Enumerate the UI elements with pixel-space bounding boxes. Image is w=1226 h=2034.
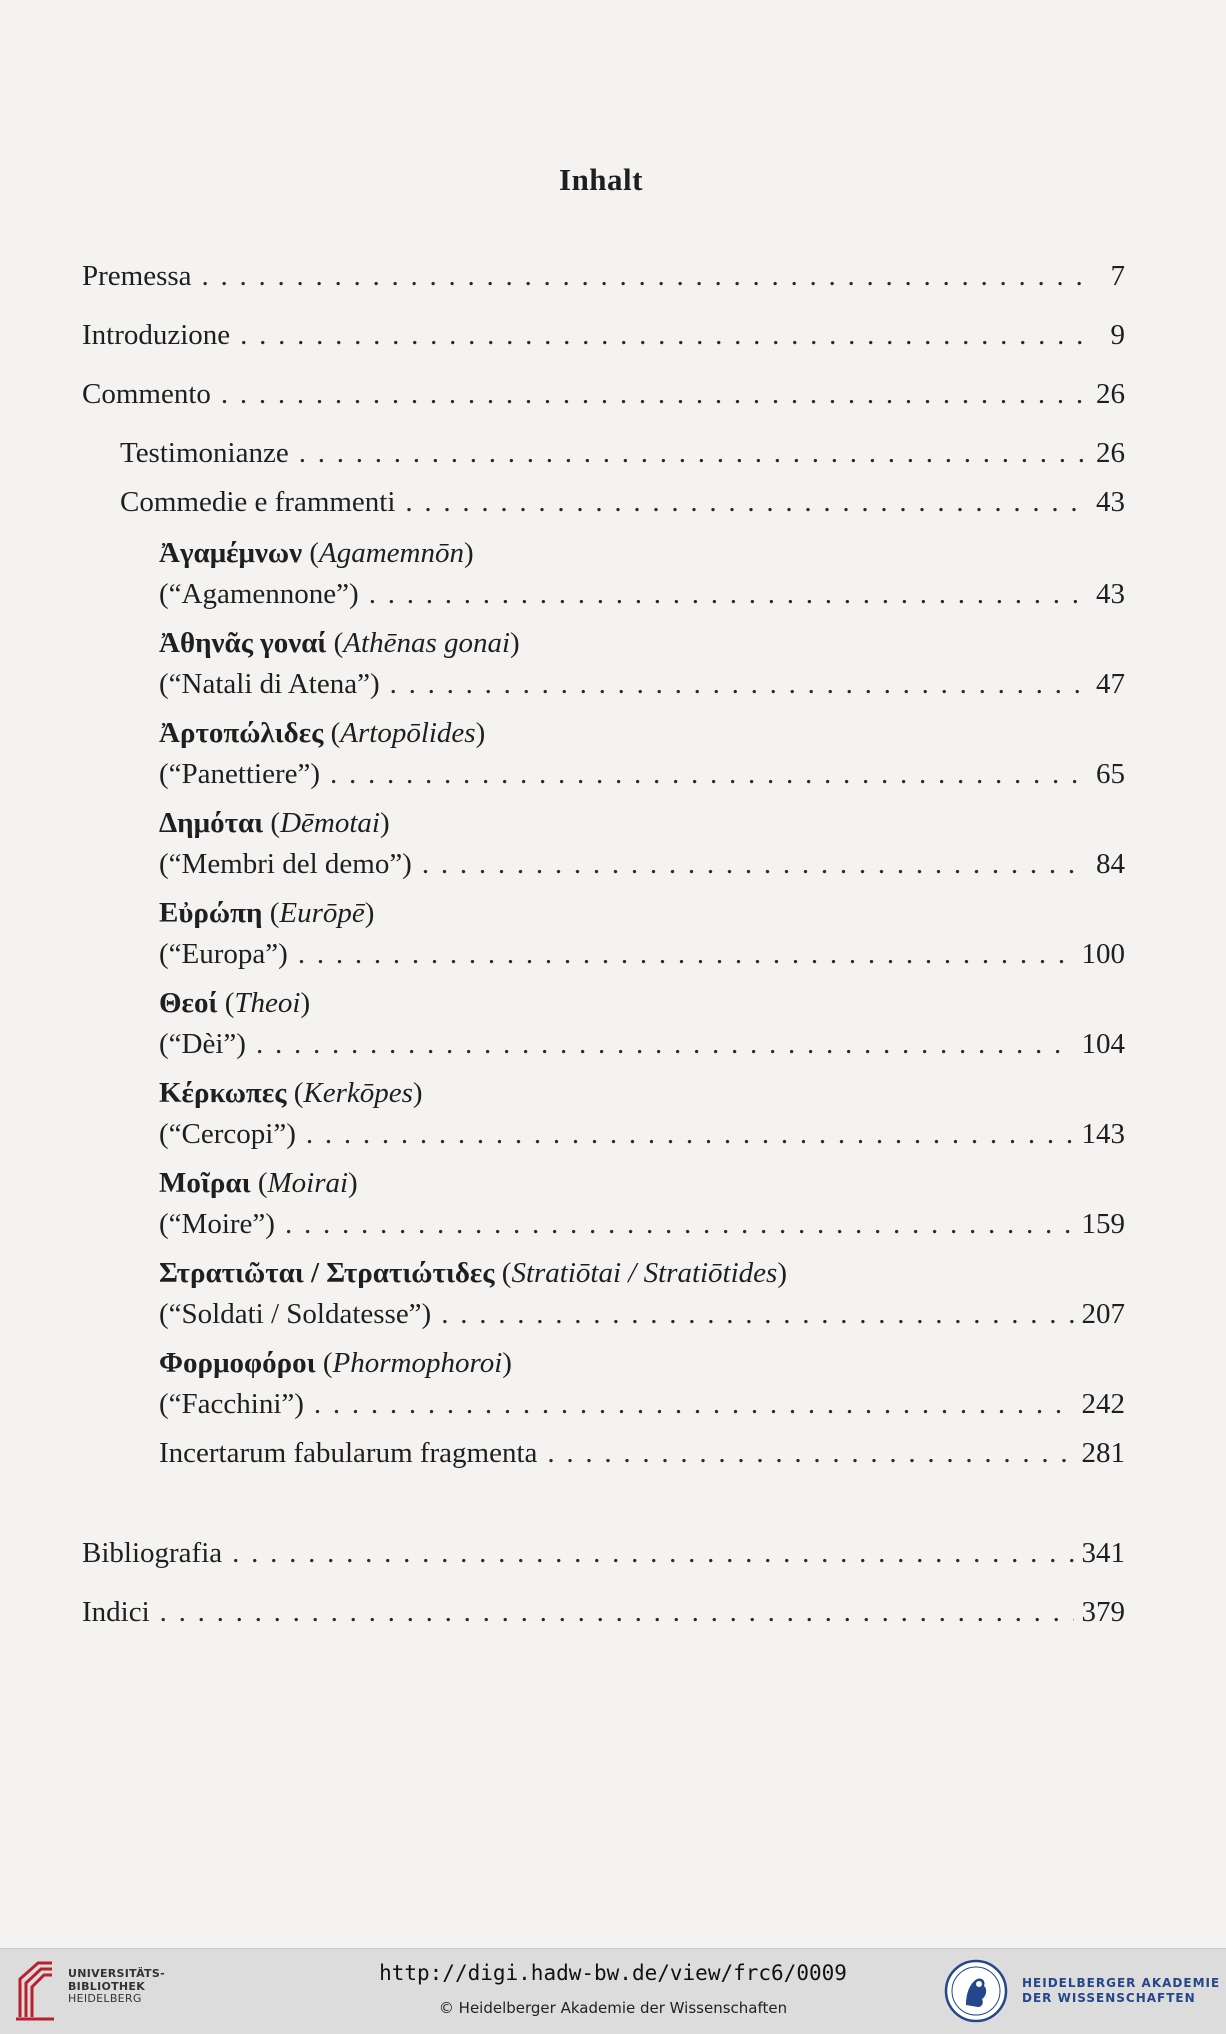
play-heading-3: Δημόται (Dēmotai) <box>159 807 390 839</box>
toc-entry-indici[interactable] <box>82 1592 1125 1632</box>
dot-leader <box>285 1204 1074 1244</box>
toc-entry-play-7[interactable]: (“Moire”) . . . 159 <box>159 1204 1125 1244</box>
toc-entry-play-3[interactable]: (“Membri del demo”) . . . 84 <box>159 844 1125 884</box>
dot-leader <box>240 315 1087 355</box>
toc-entry-play-6[interactable]: (“Cercopi”) . . . 143 <box>159 1114 1125 1154</box>
dot-leader <box>221 374 1087 414</box>
toc-label: Testimonianze <box>120 437 289 469</box>
toc-entry-testimonianze[interactable] <box>120 433 1125 473</box>
toc-page: 26 <box>1096 437 1125 469</box>
dot-leader <box>441 1294 1073 1334</box>
toc-entry-introduzione[interactable] <box>82 315 1125 355</box>
play-heading-9: Φορμοφόροι (Phormophoroi) <box>159 1347 512 1379</box>
play-heading-5: Θεοί (Theoi) <box>159 987 311 1019</box>
play-heading-4: Εὐρώπη (Eurōpē) <box>159 897 375 929</box>
dot-leader <box>298 934 1074 974</box>
toc-entry-play-5[interactable]: (“Dèi”) . . . 104 <box>159 1024 1125 1064</box>
academy-name: HEIDELBERGER AKADEMIE DER WISSENSCHAFTEN <box>1022 1976 1221 2005</box>
toc-entry-play-2[interactable]: (“Panettiere”) . . . 65 <box>159 754 1125 794</box>
dot-leader <box>202 256 1087 296</box>
dot-leader <box>390 664 1087 704</box>
toc-page: 26 <box>1096 378 1125 410</box>
dot-leader <box>314 1384 1074 1424</box>
academy-seal-icon[interactable] <box>944 1959 1008 2023</box>
toc-entry-play-0[interactable]: (“Agamennone”) . . . 43 <box>159 574 1125 614</box>
toc-label: Commedie e frammenti <box>120 486 396 518</box>
toc-label: Indici <box>82 1596 150 1628</box>
dot-leader <box>306 1114 1074 1154</box>
toc-entry-play-8[interactable]: (“Soldati / Soldatesse”) . . . 207 <box>159 1294 1125 1334</box>
play-heading-7: Μοῖραι (Moirai) <box>159 1167 358 1199</box>
play-heading-6: Κέρκωπες (Kerkōpes) <box>159 1077 423 1109</box>
dot-leader <box>547 1433 1073 1473</box>
toc-page: 341 <box>1081 1537 1125 1569</box>
dot-leader <box>405 482 1087 522</box>
play-heading-8: Στρατιῶται / Στρατιώτιδες (Stratiōtai / Stratiōtides) <box>159 1257 787 1289</box>
toc-entry-play-4[interactable]: (“Europa”) . . . 100 <box>159 934 1125 974</box>
toc-page: 7 <box>1110 260 1125 292</box>
university-library-name: UNIVERSITÄTS- BIBLIOTHEK HEIDELBERG <box>68 1967 165 2005</box>
toc-page: 9 <box>1110 319 1125 351</box>
toc-entry-bibliografia[interactable] <box>82 1533 1125 1573</box>
copyright-notice: © Heidelberger Akademie der Wissenschaften <box>438 1999 788 2017</box>
toc-page: 43 <box>1096 486 1125 518</box>
page-title: Inhalt <box>559 162 643 197</box>
play-heading-0: Ἀγαμέμνων (Agamemnōn) <box>159 537 474 569</box>
toc-entry-incertarum[interactable] <box>159 1433 1125 1473</box>
toc-entry-play-9[interactable]: (“Facchini”) . . . 242 <box>159 1384 1125 1424</box>
dot-leader <box>160 1592 1074 1632</box>
toc-page: 281 <box>1081 1437 1125 1469</box>
viewer-footer <box>0 1948 1226 2034</box>
dot-leader <box>330 754 1087 794</box>
document-url-link[interactable]: http://digi.hadw-bw.de/view/frc6/0009 <box>379 1961 847 1985</box>
dot-leader <box>422 844 1087 884</box>
dot-leader <box>369 574 1087 614</box>
toc-entry-premessa[interactable] <box>82 256 1125 296</box>
toc-label: Introduzione <box>82 319 231 351</box>
toc-entry-play-1[interactable]: (“Natali di Atena”) . . . 47 <box>159 664 1125 704</box>
play-heading-1: Ἀθηνᾶς γοναί (Athēnas gonai) <box>159 627 520 659</box>
dot-leader <box>232 1533 1073 1573</box>
play-heading-2: Ἀρτοπώλιδες (Artopōlides) <box>159 717 486 749</box>
dot-leader <box>299 433 1087 473</box>
dot-leader <box>256 1024 1074 1064</box>
toc-page: 379 <box>1081 1596 1125 1628</box>
toc-entry-commento[interactable] <box>82 374 1125 414</box>
toc-label: Incertarum fabularum fragmenta <box>159 1437 538 1469</box>
toc-label: Bibliografia <box>82 1537 223 1569</box>
toc-entry-commedie[interactable] <box>120 482 1125 522</box>
toc-label: Commento <box>82 378 211 410</box>
toc-label: Premessa <box>82 260 192 292</box>
